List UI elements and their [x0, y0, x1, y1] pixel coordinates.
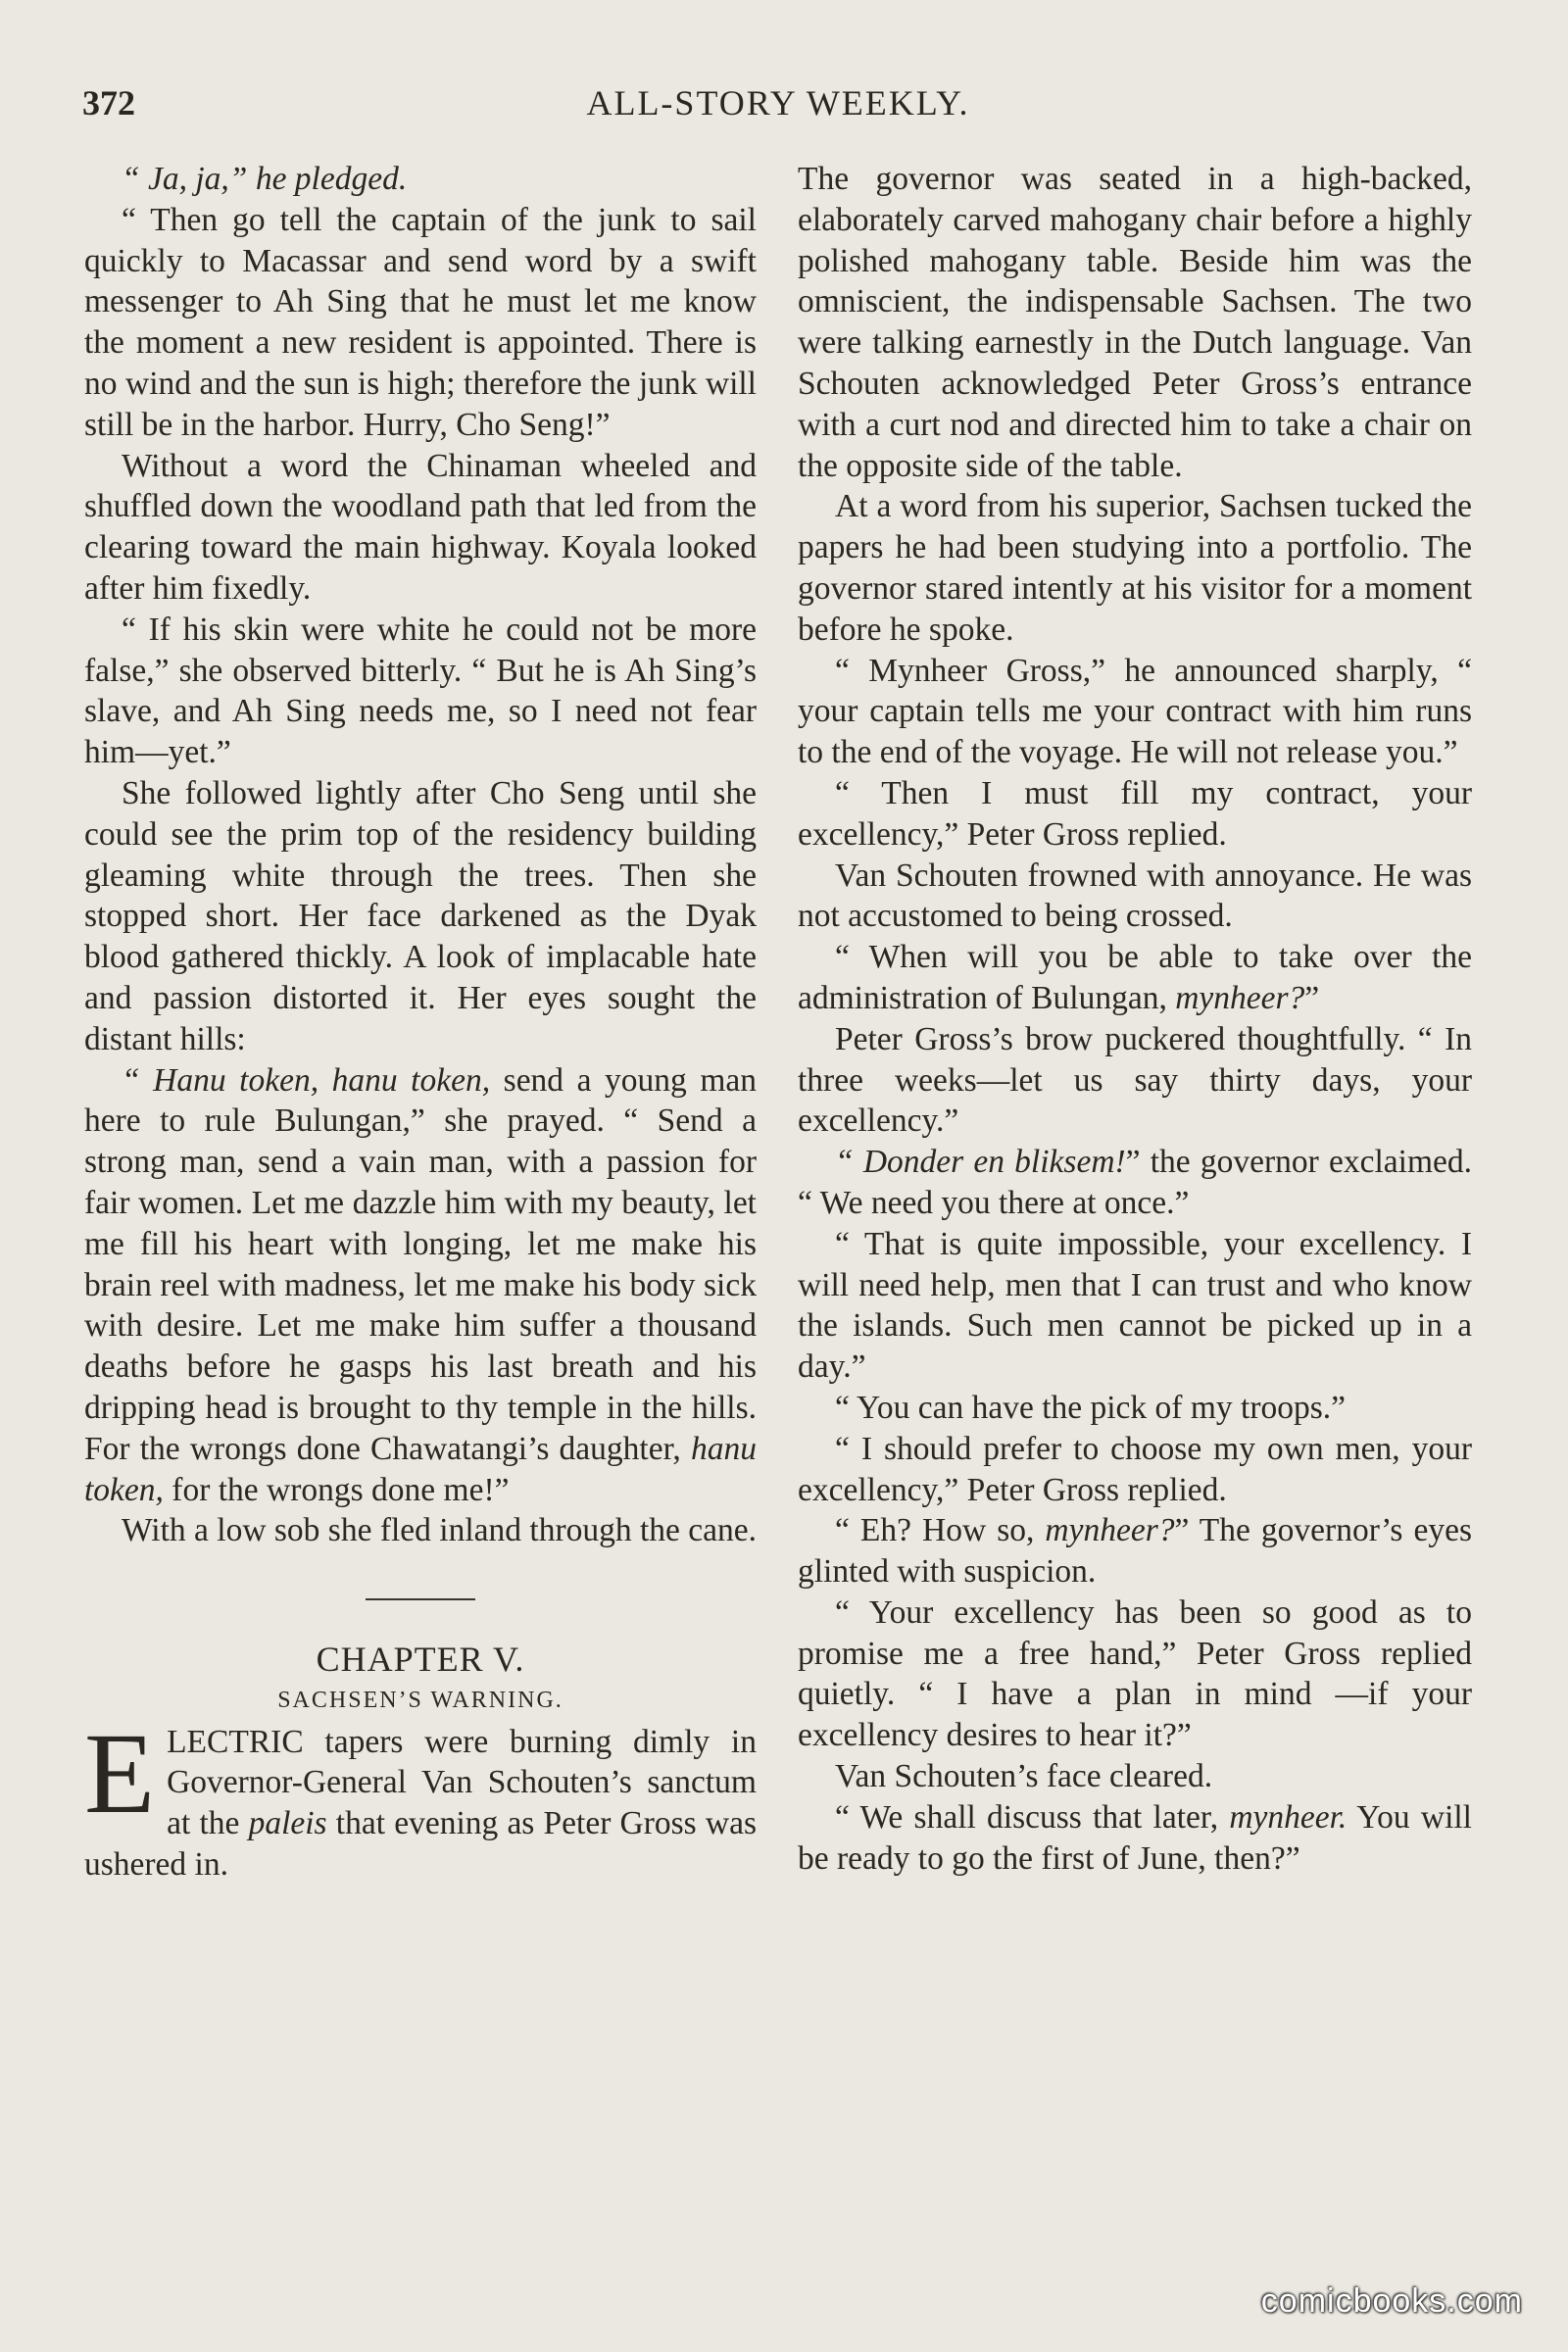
paragraph: Van Schouten frowned with annoyance. He was not accustomed to being crossed. — [798, 857, 1472, 935]
italic-text: “ Donder en bliksem! — [835, 1144, 1126, 1181]
paragraph-text: You will be ready to go the first of June, then?” — [798, 1798, 1472, 1877]
paragraph: At a word from his superior, Sachsen tucked the papers he had been studying into a portfolio. The governor stared intently at his visitor for a moment before he spoke. — [798, 488, 1472, 648]
chapter-title: CHAPTER V. — [316, 1640, 525, 1680]
italic-text: “ Ja, ja,” he pledged. — [122, 161, 408, 197]
paragraph: “ That is quite impossible, your excellency. I will need help, men that I can trust and who know the islands. Such men cannot be picked up in a day.” — [798, 1225, 1472, 1386]
paragraph-text: for the wrongs done me!” — [163, 1471, 510, 1508]
italic-text: mynheer. — [1229, 1798, 1348, 1836]
italic-text: mynheer? — [1045, 1512, 1175, 1549]
paragraph-text: send a young man here to rule Bulungan,” she prayed. “ Send a strong man, send a vain man, with a passion for fair women. Let me dazzle him with my beauty, let me fill his heart with longing, let me make his brain reel with madness, let me make his body sick with desire. Let me make him suffer a thousand deaths before he gasps his last breath and his dripping head is brought to thy temple in the hills. For the wrongs done Chawatangi’s daughter, — [84, 1061, 757, 1467]
paragraph-text: ” — [1304, 979, 1320, 1016]
paragraph — [798, 1142, 1472, 1224]
paragraph: Without a word the Chinaman wheeled and shuffled down the woodland path that led from the clearing toward the main highway. Koyala looked after him fixedly. — [84, 447, 757, 607]
paragraph: Peter Gross’s brow puckered thoughtfully. “ In three weeks—let us say thirty days, your excellency.” — [798, 1020, 1472, 1140]
paragraph: Van Schouten’s face cleared. — [835, 1758, 1213, 1795]
paragraph — [798, 1510, 1472, 1592]
paragraph: “ If his skin were white he could not be more false,” she observed bitterly. “ But he is Ah Sing’s slave, and Ah Sing needs me, so I need not fear him—yet.” — [84, 611, 757, 771]
paragraph: “ I should prefer to choose my own men, your excellency,” Peter Gross replied. — [798, 1430, 1472, 1508]
paragraph: “ Your excellency has been so good as to promise me a free hand,” Peter Gross replied quietly. “ I have a plan in mind —if your excellency desires to hear it?” — [798, 1593, 1472, 1754]
paragraph-text: that evening as Peter Gross was ushered in. — [84, 1805, 757, 1884]
italic-text: paleis — [248, 1805, 327, 1842]
page-number: 372 — [82, 83, 135, 122]
paragraph: “ You can have the pick of my troops.” — [835, 1389, 1347, 1426]
paragraph — [84, 1060, 757, 1511]
paragraph-text: ” The governor’s eyes glinted with suspicion. — [798, 1512, 1473, 1591]
paragraph: “ Mynheer Gross,” he announced sharply, “ your captain tells me your contract with him runs to the end of the voyage. He will not release you.” — [798, 652, 1472, 771]
page-header — [82, 82, 1474, 141]
paragraph: “ Then I must fill my contract, your excellency,” Peter Gross replied. — [798, 774, 1472, 853]
paragraph: With a low sob she fled inland through the cane. — [122, 1512, 758, 1549]
paragraph-text: LECTRIC tapers were burning dimly in Governor-General Van Schouten’s sanctum at the — [167, 1723, 757, 1842]
running-title: ALL-STORY WEEKLY. — [586, 83, 970, 122]
paragraph-text: “ When will you be able to take over the administration of Bulungan, — [798, 939, 1472, 1016]
opening-paragraph — [84, 1708, 757, 1886]
paragraph — [798, 1797, 1472, 1880]
paragraph: “ Then go tell the captain of the junk to sail quickly to Macassar and send word by a swift messenger to Ah Sing that he must let me know the moment a new resident is appointed. There is no wind and the sun is high; therefore the junk will still be in the harbor. Hurry, Cho Seng!” — [84, 201, 757, 443]
right-column — [798, 159, 1472, 1879]
chapter-subtitle: SACHSEN’S WARNING. — [277, 1687, 564, 1713]
paragraph-text: ” the governor exclaimed. “ We need you there at once.” — [798, 1144, 1472, 1221]
left-column — [84, 159, 757, 1886]
drop-cap: E — [84, 1708, 156, 1838]
site-watermark: comicbooks.com — [1260, 2282, 1523, 2320]
paragraph — [84, 159, 757, 200]
paragraph-text: “ We shall discuss that later, — [835, 1798, 1230, 1836]
italic-text: “ Hanu token, hanu token, — [122, 1061, 491, 1099]
paragraph: She followed lightly after Cho Seng until she could see the prim top of the residency building gleaming white through the trees. Then she stopped short. Her face darkened as the Dyak blood gathered thickly. A look of implacable hate and passion distorted it. Her eyes sought the distant hills: — [84, 774, 757, 1057]
section-divider — [366, 1598, 475, 1600]
italic-text: mynheer? — [1175, 979, 1305, 1016]
paragraph: The governor was seated in a high-backed, elaborately carved mahogany chair before a highly polished mahogany table. Beside him was the omniscient, the indispensable Sachsen. The two were talking earnestly in the Dutch language. Van Schouten acknowledged Peter Gross’s entrance with a curt nod and directed him to take a chair on the opposite side of the table. — [798, 161, 1472, 484]
paragraph-text: “ Eh? How so, — [835, 1512, 1046, 1549]
paragraph — [798, 937, 1472, 1019]
italic-text: hanu token, — [84, 1430, 757, 1508]
